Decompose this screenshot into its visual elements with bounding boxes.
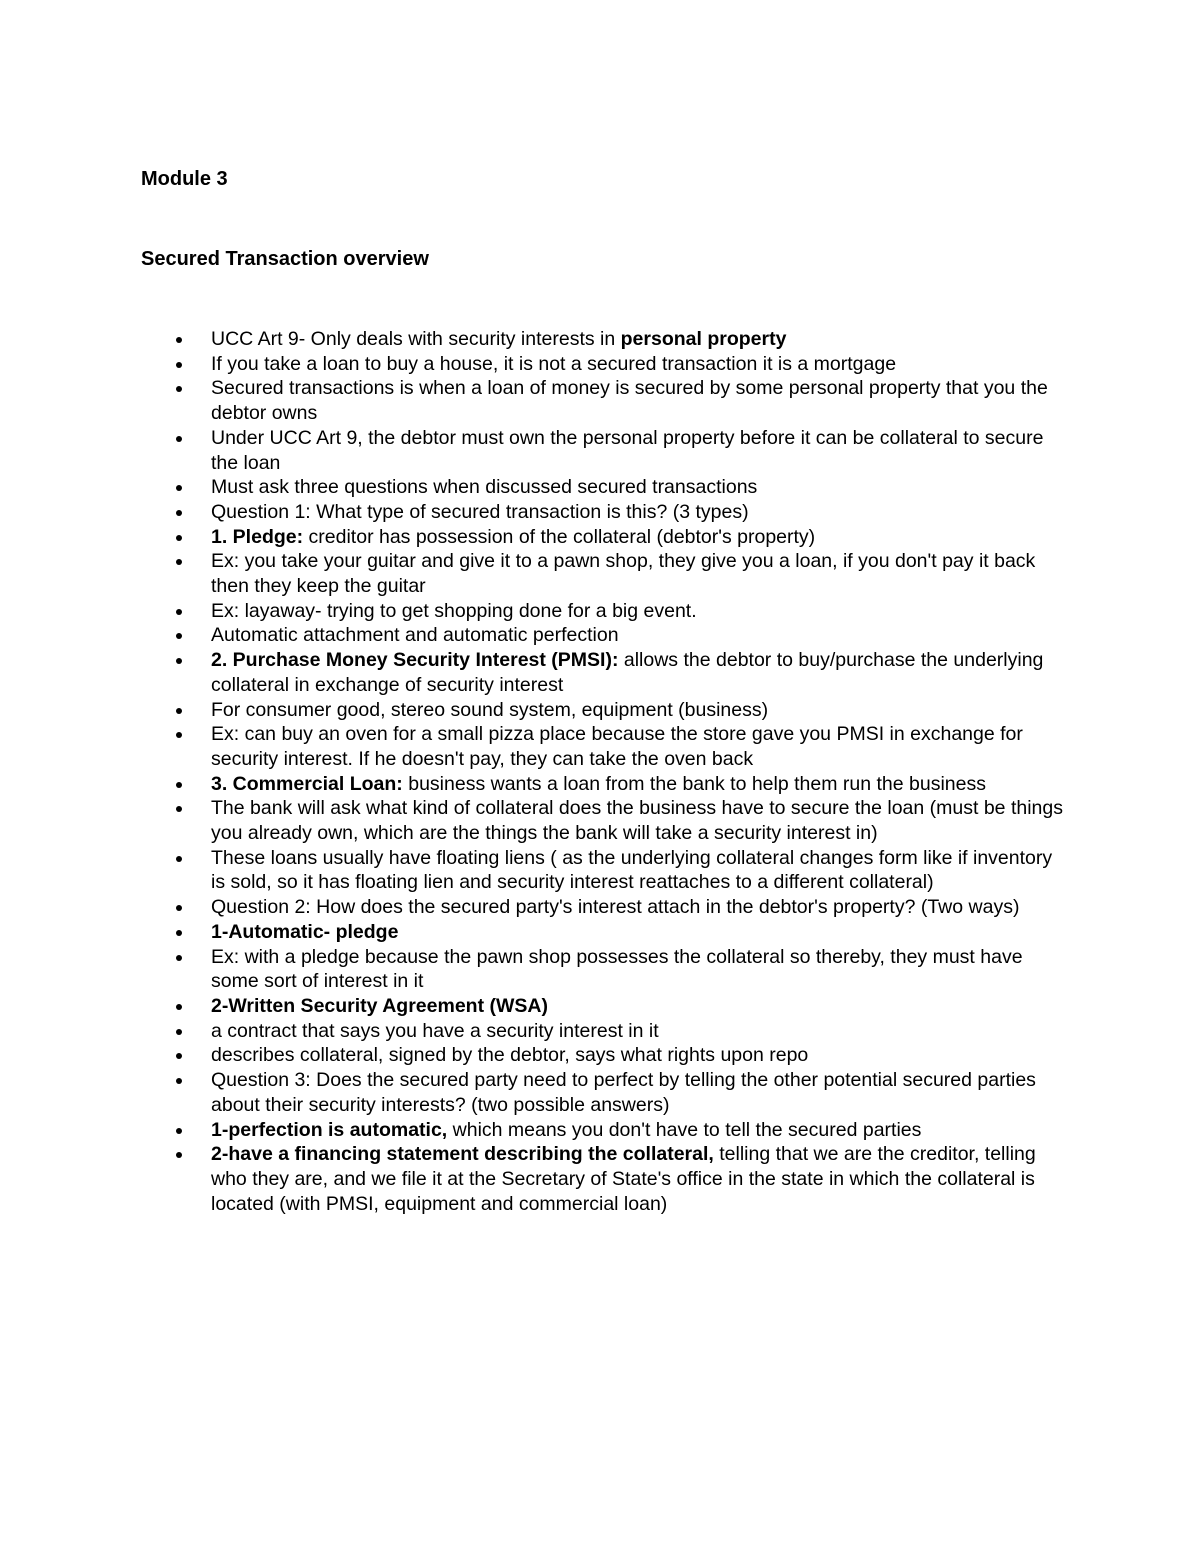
list-item [141, 1019, 1071, 1044]
list-item [141, 549, 1071, 598]
bullet-text: telling that we are the creditor, telling who they are, and we file it at the Secretary of State's office in the state in which the collateral is located (with PMSI, equipment and commercial loan) [211, 1143, 1036, 1215]
bullet-text: Ex: you take your guitar and give it to a pawn shop, they give you a loan, if you don't pay it back then they keep the guitar [211, 550, 1036, 598]
bullet-text: describes collateral, signed by the debtor, says what rights upon repo [211, 1044, 809, 1067]
list-item [141, 722, 1071, 771]
bullet-text: allows the debtor to buy/purchase the underlying collateral in exchange of security interest [211, 649, 1044, 696]
list-item [141, 772, 1071, 797]
bullet-bold-text: 1. Pledge: [211, 525, 304, 548]
bullet-text: For consumer good, stereo sound system, equipment (business) [211, 698, 769, 721]
list-item [141, 846, 1071, 895]
list-item [141, 623, 1071, 648]
bullet-text: Ex: can buy an oven for a small pizza place because the store gave you PMSI in exchange for security interest. If he doesn't pay, they can take the oven back [211, 723, 1023, 770]
list-item [141, 1043, 1071, 1068]
bullet-text: Secured transactions is when a loan of money is secured by some personal property that you the debtor owns [211, 377, 1048, 425]
bullet-bold-text: 1-perfection is automatic, [211, 1118, 448, 1141]
list-item [141, 920, 1071, 945]
bullet-text: business wants a loan from the bank to help them run the business [402, 772, 986, 795]
list-item [141, 599, 1071, 624]
bullet-text: Ex: layaway- trying to get shopping done for a big event. [211, 599, 697, 622]
bullet-bold-text: 3. Commercial Loan: [211, 772, 403, 795]
list-item [141, 525, 1071, 550]
list-item [141, 1142, 1071, 1216]
section-heading: Secured Transaction overview [141, 248, 429, 270]
list-item [141, 796, 1071, 845]
list-item [141, 376, 1071, 425]
bullet-bold-text: 1-Automatic- pledge [211, 920, 399, 943]
list-item [141, 895, 1071, 920]
bullet-text: Under UCC Art 9, the debtor must own the personal property before it can be collateral to secure the loan [211, 426, 1044, 474]
bullet-text: Must ask three questions when discussed secured transactions [211, 476, 758, 499]
bullet-text: Question 2: How does the secured party's interest attach in the debtor's property? (Two ways) [211, 896, 1020, 919]
list-item [141, 500, 1071, 525]
bullet-text: Automatic attachment and automatic perfection [211, 624, 619, 647]
list-item [141, 1068, 1071, 1117]
bullet-text: These loans usually have floating liens ( as the underlying collateral changes form like if inventory is sold, so it has floating lien and security interest reattaches to a different collateral) [211, 846, 1053, 894]
bullet-text: Ex: with a pledge because the pawn shop possesses the collateral so thereby, they must have some sort of interest in it [211, 945, 1023, 993]
list-item [141, 1118, 1071, 1143]
bullet-text: Question 1: What type of secured transaction is this? (3 types) [211, 500, 749, 523]
list-item [141, 352, 1071, 377]
bullet-text: The bank will ask what kind of collateral does the business have to secure the loan (must be things you already own, which are the things the bank will take a security interest in) [211, 797, 1063, 845]
bullet-text: creditor has possession of the collateral (debtor's property) [303, 525, 816, 548]
bullet-bold-text: 2. Purchase Money Security Interest (PMSI): [211, 649, 619, 672]
bullet-text: UCC Art 9- Only deals with security interests in [211, 328, 621, 350]
bullet-text: If you take a loan to buy a house, it is not a secured transaction it is a mortgage [211, 352, 897, 375]
list-item [141, 648, 1071, 697]
bullet-text: a contract that says you have a security interest in it [211, 1019, 659, 1042]
bullet-list [141, 327, 1071, 1216]
list-item [141, 994, 1071, 1019]
list-item [141, 475, 1071, 500]
list-item [141, 945, 1071, 994]
bullet-bold-text: 2-Written Security Agreement (WSA) [211, 994, 548, 1017]
list-item [141, 327, 1071, 352]
bullet-bold-text: 2-have a financing statement describing the collateral, [211, 1143, 714, 1166]
bullet-bold-text: personal property [620, 328, 787, 350]
document-title: Module 3 [141, 168, 228, 190]
list-item [141, 426, 1071, 475]
list-item [141, 698, 1071, 723]
bullet-text: which means you don't have to tell the secured parties [447, 1118, 922, 1141]
bullet-text: Question 3: Does the secured party need to perfect by telling the other potential secured parties about their security interests? (two possible answers) [211, 1069, 1036, 1116]
